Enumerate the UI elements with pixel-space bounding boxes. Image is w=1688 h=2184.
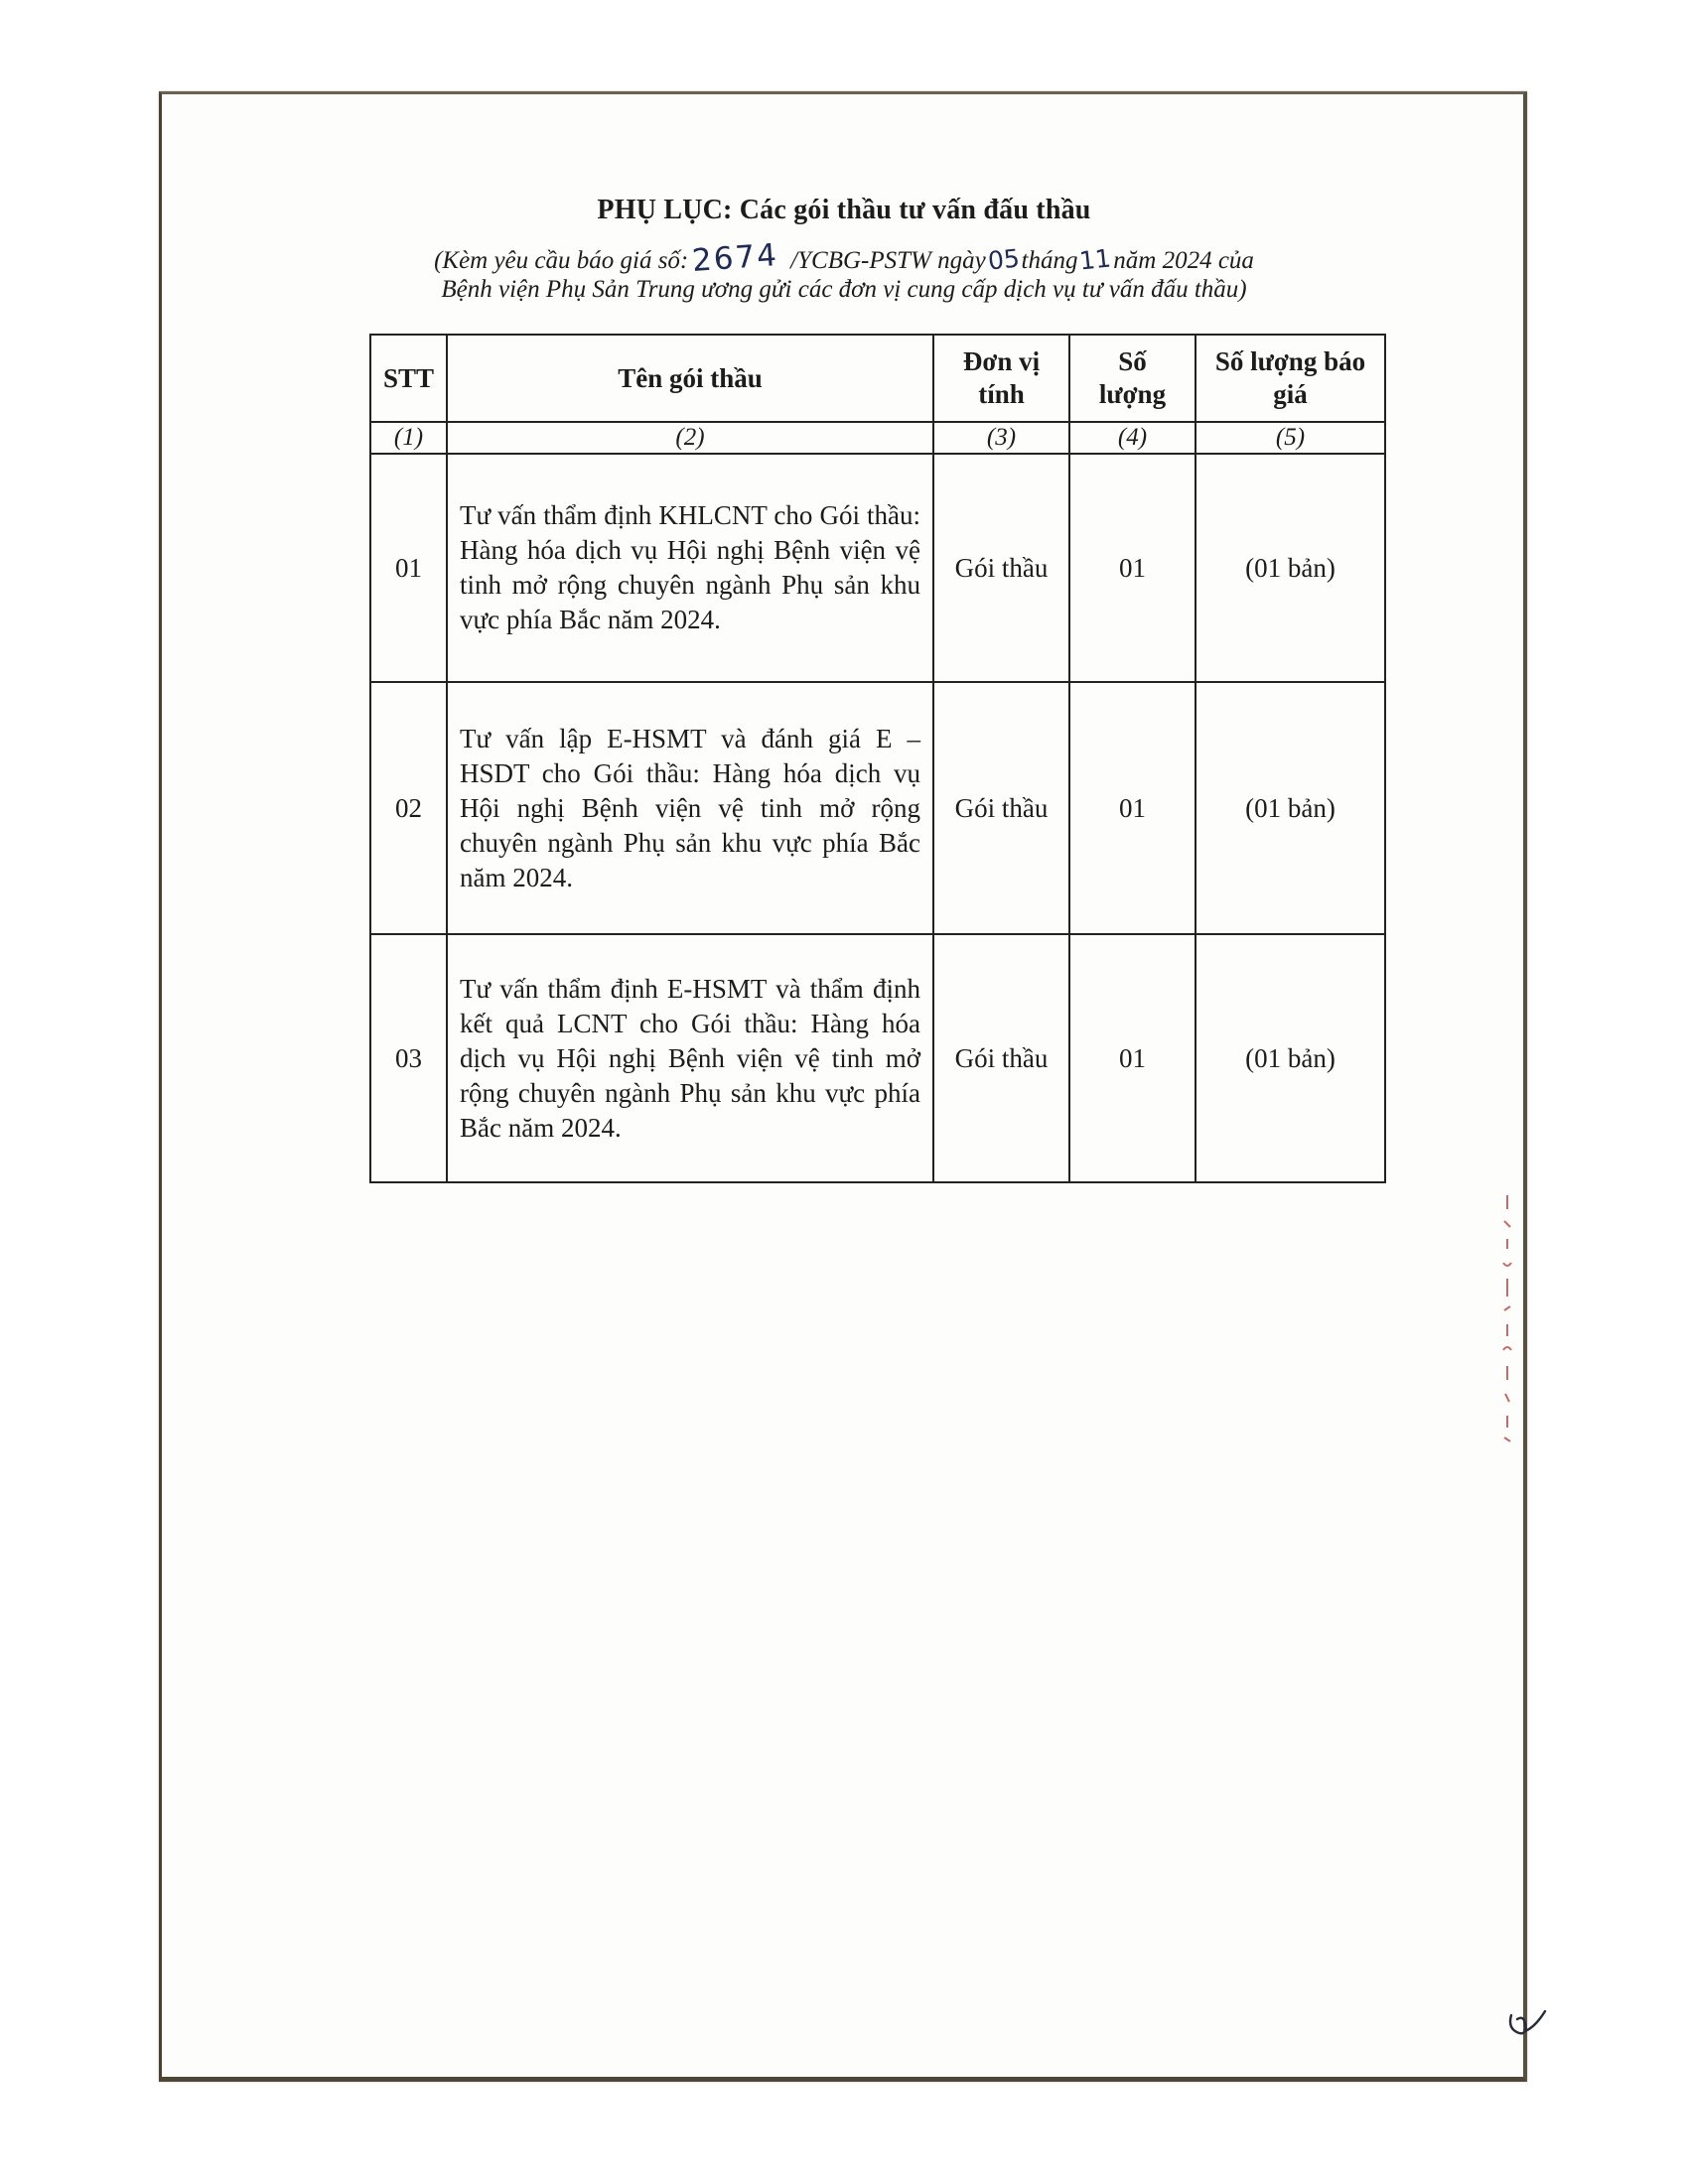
table-row xyxy=(370,682,1385,934)
table-header-row xyxy=(370,335,1385,422)
row-name: Tư vấn thẩm định KHLCNT cho Gói thầu: Hàng hóa dịch vụ Hội nghị Bệnh viện vệ tinh mở rộng chuyên ngành Phụ sản khu vực phía Bắc năm 2024. xyxy=(447,454,933,682)
margin-stamp-mark xyxy=(1499,1191,1515,1449)
row-name: Tư vấn lập E-HSMT và đánh giá E – HSDT cho Gói thầu: Hàng hóa dịch vụ Hội nghị Bệnh viện vệ tinh mở rộng chuyên ngành Phụ sản khu vực phía Bắc năm 2024. xyxy=(447,682,933,934)
column-index: (3) xyxy=(933,422,1069,454)
row-unit: Gói thầu xyxy=(933,934,1069,1182)
row-qty: 01 xyxy=(1069,934,1196,1182)
row-qty: 01 xyxy=(1069,682,1196,934)
row-quote-qty: (01 bản) xyxy=(1196,454,1385,682)
initials-signature-mark xyxy=(1505,2005,1549,2045)
column-index: (5) xyxy=(1196,422,1385,454)
row-unit: Gói thầu xyxy=(933,454,1069,682)
table-row xyxy=(370,454,1385,682)
row-quote-qty: (01 bản) xyxy=(1196,934,1385,1182)
subtitle-part-3: tháng xyxy=(1021,247,1078,274)
header-name: Tên gói thầu xyxy=(447,335,933,422)
subtitle-line-1 xyxy=(0,237,1688,279)
handwritten-month: 11 xyxy=(1078,243,1113,276)
row-stt: 01 xyxy=(370,454,447,682)
row-stt: 02 xyxy=(370,682,447,934)
handwritten-ref-number: 2674 xyxy=(691,237,780,279)
page-title: PHỤ LỤC: Các gói thầu tư vấn đấu thầu xyxy=(597,195,1091,225)
subtitle-part-1: (Kèm yêu cầu báo giá số: xyxy=(434,247,689,274)
row-quote-qty: (01 bản) xyxy=(1196,682,1385,934)
column-index: (2) xyxy=(447,422,933,454)
header-unit: Đơn vị tính xyxy=(933,335,1069,422)
bid-packages-table xyxy=(369,334,1386,1183)
subtitle-part-2: /YCBG-PSTW ngày xyxy=(790,247,986,274)
header-stt: STT xyxy=(370,335,447,422)
row-qty: 01 xyxy=(1069,454,1196,682)
column-index: (1) xyxy=(370,422,447,454)
header-quote-qty: Số lượng báo giá xyxy=(1196,335,1385,422)
subtitle-part-4: năm 2024 của xyxy=(1113,247,1254,274)
row-unit: Gói thầu xyxy=(933,682,1069,934)
row-stt: 03 xyxy=(370,934,447,1182)
column-index: (4) xyxy=(1069,422,1196,454)
column-index-row xyxy=(370,422,1385,454)
handwritten-day: 05 xyxy=(986,243,1021,276)
subtitle-line-2: Bệnh viện Phụ Sản Trung ương gửi các đơn vị cung cấp dịch vụ tư vấn đấu thầu) xyxy=(441,276,1247,303)
table-row xyxy=(370,934,1385,1182)
header-qty: Số lượng xyxy=(1069,335,1196,422)
row-name: Tư vấn thẩm định E-HSMT và thẩm định kết quả LCNT cho Gói thầu: Hàng hóa dịch vụ Hội nghị Bệnh viện vệ tinh mở rộng chuyên ngành Phụ sản khu vực phía Bắc năm 2024. xyxy=(447,934,933,1182)
